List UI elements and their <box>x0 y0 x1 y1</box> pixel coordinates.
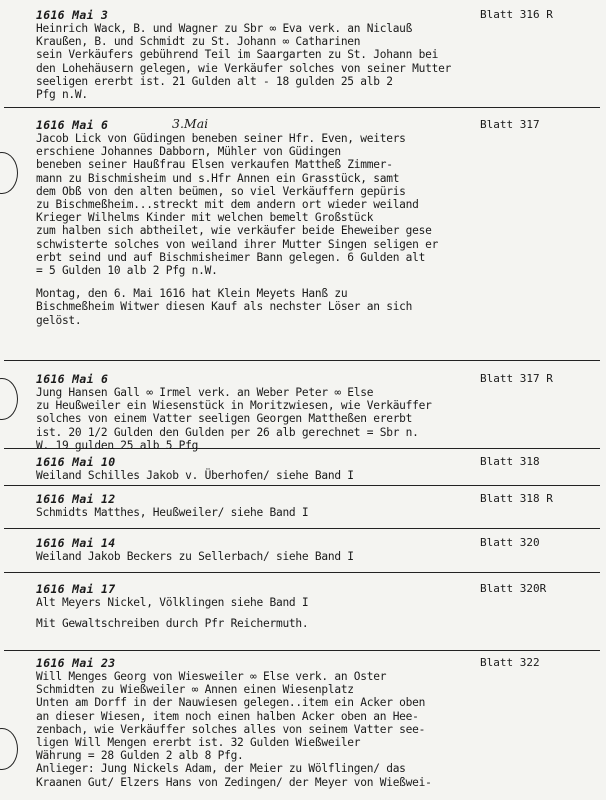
entry-line: schwisterte solches von weiland ihrer Mutter Singen seligen er <box>36 237 439 251</box>
entry-8 <box>22 656 582 789</box>
entry-line: Alt Meyers Nickel, Völklingen siehe Band I <box>36 596 309 609</box>
entry-3 <box>22 372 582 452</box>
entry-line: Krieger Wilhelms Kinder mit welchen bemelt Großstück <box>36 211 374 225</box>
entry-line: Weiland Jakob Beckers zu Sellerbach/ siehe Band I <box>36 550 354 563</box>
entry-line: sein Verkäufers gebührend Teil im Saargarten zu St. Johann bei <box>36 48 439 62</box>
entry-line: Jacob Lick von Güdingen beneben seiner Hfr. Even, weiters <box>36 132 406 145</box>
margin-circle-mark <box>0 378 18 420</box>
entry-line: Pfg n.W. <box>36 88 88 102</box>
entry-date: 1616 Mai 10 <box>36 455 116 469</box>
entry-line: Weiland Schilles Jakob v. Überhofen/ siehe Band I <box>36 469 354 482</box>
entry-line: Jung Hansen Gall ∞ Irmel verk. an Weber Peter ∞ Else <box>36 386 374 399</box>
entry-line: seeligen ererbt ist. 21 Gulden alt - 18 gulden 25 alb 2 <box>36 74 393 88</box>
entry-line: zu Heußweiler ein Wiesenstück in Moritzwiesen, wie Verkäuffer <box>36 399 432 413</box>
entry-line: Unten am Dorff in der Nauwiesen gelegen..item ein Acker oben <box>36 696 426 710</box>
entry-line: Währung = 28 Gulden 2 alb 8 Pfg. <box>36 749 244 763</box>
entry-line: Will Menges Georg von Wiesweiler ∞ Else verk. an Oster <box>36 670 387 683</box>
entry-line: den Lohehäusern gelegen, wie Verkäufer solches von seiner Mutter <box>36 61 452 75</box>
entry-blatt: Blatt 318 R <box>480 492 553 505</box>
entry-spacer <box>22 609 582 617</box>
entry-blatt: Blatt 317 <box>480 118 540 131</box>
entry-line: ligen Will Mengen ererbt ist. 32 Gulden Wießweiler <box>36 736 361 750</box>
entry-line: erschiene Johannes Dabborn, Mühler von Güdingen <box>36 145 341 159</box>
entry-line: Schmidts Matthes, Heußweiler/ siehe Band I <box>36 506 309 519</box>
entry-1 <box>22 8 582 101</box>
entry-line: Anlieger: Jung Nickels Adam, der Meier zu Wölflingen/ das <box>36 762 406 776</box>
entry-date: 1616 Mai 3 <box>36 8 109 22</box>
entry-7 <box>22 582 582 630</box>
entry-line: erbt seind und auf Bischmisheimer Bann gelegen. 6 Gulden alt <box>36 250 426 264</box>
entry-date: 1616 Mai 6 <box>36 118 109 132</box>
divider <box>4 448 600 449</box>
entry-line: mann zu Bischmisheim und s.Hfr Annen ein Grasstück, samt <box>36 171 400 185</box>
entry-date-handwritten: 3.Mai <box>172 116 209 131</box>
entry-line: = 5 Gulden 10 alb 2 Pfg n.W. <box>36 264 218 278</box>
entry-line: Mit Gewaltschreiben durch Pfr Reichermuth. <box>36 617 309 631</box>
entry-line: Heinrich Wack, B. und Wagner zu Sbr ∞ Eva verk. an Niclauß <box>36 22 413 35</box>
entry-2 <box>22 118 582 327</box>
entry-line: zu Bischmeßheim...streckt mit dem andern ort wieder weiland <box>36 198 419 212</box>
entry-line: zum halben sich abtheilet, wie verkäufer beide Eheweiber gese <box>36 224 432 238</box>
margin-circle-mark <box>0 728 18 770</box>
entry-date: 1616 Mai 17 <box>36 582 116 596</box>
entry-line: Schmidten zu Wießweiler ∞ Annen einen Wiesenplatz <box>36 683 354 697</box>
entry-date: 1616 Mai 14 <box>36 536 116 550</box>
entry-line: zenbach, wie Verkäuffer solches alles von seinem Vatter see- <box>36 722 426 736</box>
entry-date: 1616 Mai 6 <box>36 372 109 386</box>
entry-blatt: Blatt 318 <box>480 455 540 468</box>
divider <box>4 650 600 651</box>
entry-line: an dieser Wiesen, item noch einen halben Acker oben an Hee- <box>36 709 419 723</box>
divider <box>4 107 600 108</box>
entry-blatt: Blatt 317 R <box>480 372 553 385</box>
entry-blatt: Blatt 320 <box>480 536 540 549</box>
entry-blatt: Blatt 316 R <box>480 8 553 21</box>
entry-line: dem Obß von den alten beümen, so viel Verkäuffern gepüris <box>36 184 406 198</box>
entry-note-line: gelöst. <box>36 313 82 327</box>
entry-note-line: Bischmeßheim Witwer diesen Kauf als nechster Löser an sich <box>36 300 413 314</box>
divider <box>4 528 600 529</box>
entry-date: 1616 Mai 12 <box>36 492 116 506</box>
entry-date: 1616 Mai 23 <box>36 656 116 670</box>
entry-blatt: Blatt 320R <box>480 582 547 595</box>
entry-line: solches von einem Vatter seeligen Georgen Mattheßen ererbt <box>36 412 413 426</box>
divider <box>4 360 600 361</box>
entry-6 <box>22 536 582 563</box>
entry-line: beneben seiner Haußfrau Elsen verkaufen Mattheß Zimmer- <box>36 158 393 172</box>
divider <box>4 485 600 486</box>
entry-note-line: Montag, den 6. Mai 1616 hat Klein Meyets Hanß zu <box>36 287 348 301</box>
entry-line: Kraanen Gut/ Elzers Hans von Zedingen/ der Meyer von Wießwei- <box>36 775 432 789</box>
divider <box>4 572 600 573</box>
entry-blatt: Blatt 322 <box>480 656 540 669</box>
entry-line: W. 19 gulden 25 alb 5 Pfg <box>36 438 199 452</box>
entry-line: Kraußen, B. und Schmidt zu St. Johann ∞ Catharinen <box>36 35 361 49</box>
entry-line: ist. 20 1/2 Gulden den Gulden per 26 alb gerechnet = Sbr n. <box>36 425 419 439</box>
margin-circle-mark <box>0 152 18 194</box>
entry-5 <box>22 492 582 519</box>
entry-4 <box>22 455 582 482</box>
